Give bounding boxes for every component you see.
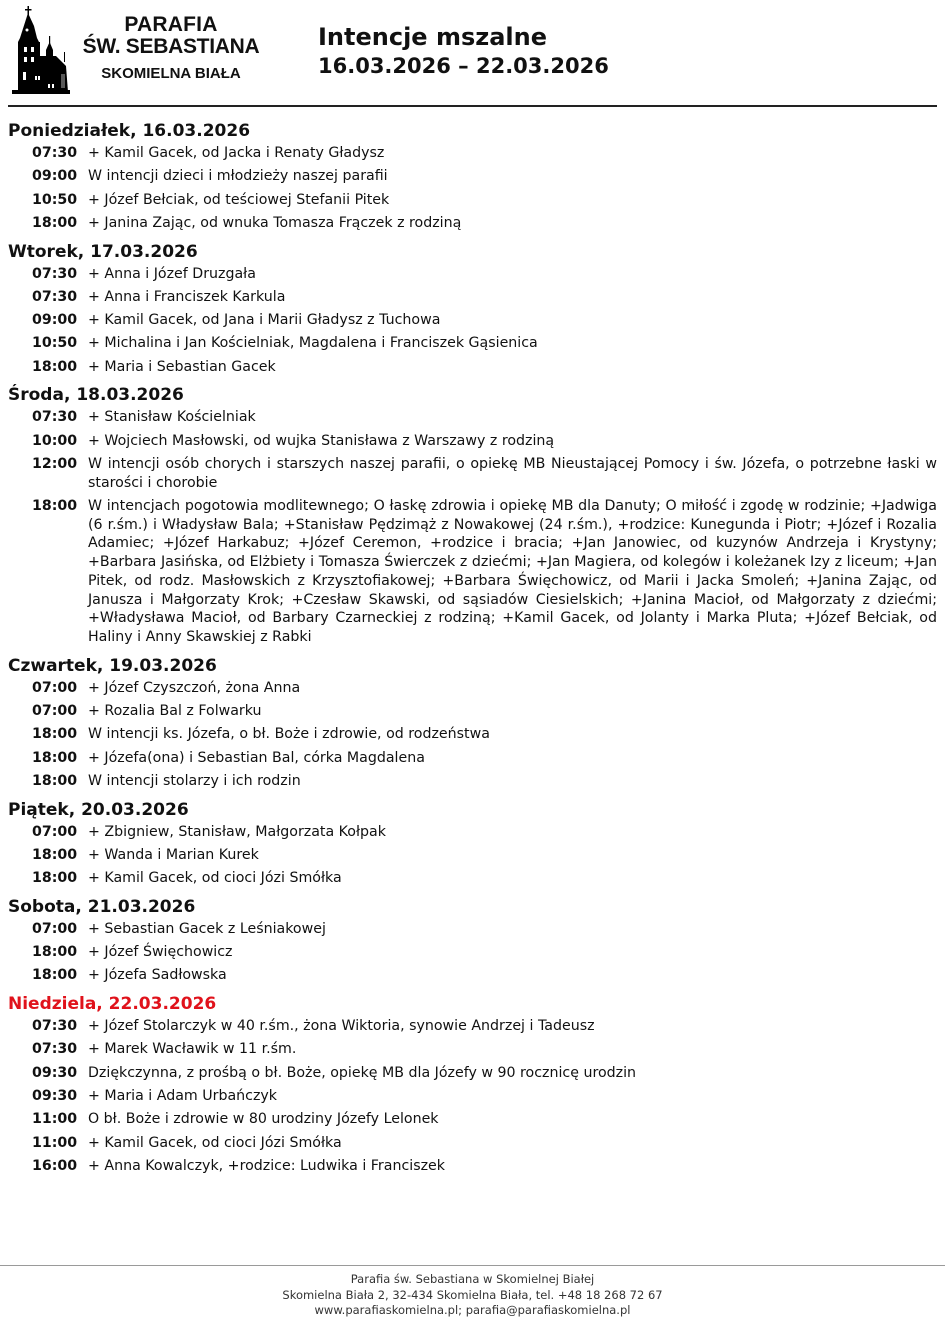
mass-time: 10:00 [32,432,78,449]
day-section [0,797,945,888]
intention-text: + Anna i Józef Druzgała [88,265,256,282]
intention-entry [0,265,945,284]
mass-time: 10:50 [32,191,78,208]
intention-entry [0,1134,945,1153]
intention-text: + Anna Kowalczyk, +rodzice: Ludwika i Franciszek [88,1157,445,1174]
mass-time: 07:30 [32,145,78,161]
intention-text: + Zbigniew, Stanisław, Małgorzata Kołpak [88,823,386,840]
intention-entry [0,846,945,865]
intention-text: W intencjach pogotowia modlitewnego; O łaskę zdrowia i opiekę MB dla Danuty; O miłość i zgodę w rodzinie; +Jadwiga (6 r.śm.) i Władysław Bala; +Stanisław Pędzimąż z Nowakowej (24 r.śm.), +rodzice: Kunegunda i Piotr; +Józef i Rozalia Adamiec; +Józef Harkabuz; +Józef Ceremon, +rodzice i bracia; +Jan Janowiec, od kuzynów Andrzeja i Krystyny; +Barbara Jasińska, od Elżbiety i Tomasza Świerczek z dziećmi; +Jan Magiera, od kolegów i koleżanek Izy z liceum; +Jan Pitek, od rodz. Masłowskich z Krzysztofiakowej; +Barbara Święchowicz, od Marii i Jacka Smoleń; +Janina Zając, od Janusza i Małgorzaty Krok; +Czesław Skawski, od sąsiadów Ciesielskich; +Janina Macioł, od Małgorzaty z dziećmi; +Władysława Macioł, od Barbary Czarneckiej z rodziną; +Kamil Gacek, od Jolanty i Marka Pluta; +Józef Bełciak, od Haliny i Anny Skawskiej z Rabki [88,498,937,645]
mass-time: 18:00 [32,726,78,743]
mass-time: 18:00 [32,749,78,766]
mass-time: 18:00 [32,772,78,789]
intention-text: + Wojciech Masłowski, od wujka Stanisława z Warszawy z rodziną [88,432,555,449]
mass-time: 07:00 [32,703,78,719]
intention-text: W intencji dzieci i młodzieży naszej parafii [88,168,388,185]
intention-entry [0,358,945,377]
intention-entry [0,144,945,163]
intention-entry [0,1110,945,1129]
intention-entry [0,497,945,647]
intention-text: + Janina Zając, od wnuka Tomasza Frączek z rodziną [88,214,462,231]
mass-time: 07:30 [32,1018,78,1035]
mass-time: 18:00 [32,944,78,961]
intention-entry [0,725,945,744]
mass-time: 09:00 [32,312,78,329]
page-footer [0,1272,945,1319]
mass-time: 11:00 [32,1111,78,1128]
mass-time: 18:00 [32,846,78,863]
intention-text: + Józefa(ona) i Sebastian Bal, córka Magdalena [88,749,425,766]
day-heading: Niedziela, 22.03.2026 [8,994,217,1015]
intention-entry [0,823,945,842]
intention-text: W intencji stolarzy i ich rodzin [88,772,301,789]
footer-contact: www.parafiaskomielna.pl; parafia@parafiaskomielna.pl [314,1303,631,1317]
intention-entry [0,288,945,307]
intention-entry [0,749,945,768]
day-heading: Sobota, 21.03.2026 [8,896,196,917]
mass-time: 09:00 [32,168,78,185]
date-range: 16.03.2026 – 22.03.2026 [318,54,609,78]
intention-text: + Anna i Franciszek Karkula [88,288,286,305]
parish-logo-text [76,14,266,84]
intention-text: + Stanisław Kościelniak [88,409,256,426]
intention-entry [0,214,945,233]
mass-time: 07:00 [32,920,78,937]
intention-text: W intencji ks. Józefa, o bł. Boże i zdrowie, od rodzeństwa [88,726,490,743]
footer-divider [0,1265,945,1266]
intention-text: W intencji osób chorych i starszych naszej parafii, o opiekę MB Nieustającej Pomocy i św. Józefa, o potrzebne łaski w starości i chorobie [88,456,937,491]
title-block [318,22,609,80]
intention-text: + Józef Czyszczoń, żona Anna [88,679,301,696]
day-heading: Środa, 18.03.2026 [8,385,184,406]
intention-text: + Kamil Gacek, od cioci Józi Smółka [88,870,342,887]
logo-line-saint: ŚW. SEBASTIANA [82,35,260,58]
intention-entry [0,679,945,698]
intention-entry [0,191,945,210]
mass-time: 07:30 [32,288,78,305]
intention-text: + Maria i Adam Urbańczyk [88,1088,278,1105]
mass-time: 09:30 [32,1064,78,1081]
intention-entry [0,1017,945,1036]
mass-time: 10:50 [32,335,78,352]
intention-entry [0,1157,945,1176]
mass-time: 18:00 [32,870,78,887]
intentions-list [0,118,945,1182]
intention-entry [0,1064,945,1083]
intention-text: + Józef Stolarczyk w 40 r.śm., żona Wiktoria, synowie Andrzej i Tadeusz [88,1018,595,1035]
logo-line-place: SKOMIELNA BIAŁA [101,65,241,82]
intention-entry [0,455,945,492]
intention-text: + Marek Wacławik w 11 r.śm. [88,1041,297,1058]
intention-text: + Sebastian Gacek z Leśniakowej [88,920,326,937]
intention-text: + Józefa Sadłowska [88,967,227,984]
day-section [0,653,945,791]
intention-text: O bł. Boże i zdrowie w 80 urodziny Józefy Lelonek [88,1111,439,1128]
day-heading: Wtorek, 17.03.2026 [8,241,198,262]
intention-entry [0,167,945,186]
mass-time: 18:00 [32,358,78,375]
intention-text: + Wanda i Marian Kurek [88,846,259,863]
intention-text: + Kamil Gacek, od Jana i Marii Gładysz z Tuchowa [88,312,441,329]
mass-time: 18:00 [32,498,78,515]
mass-time: 07:00 [32,679,78,696]
footer-parish-name: Parafia św. Sebastiana w Skomielnej Białej [350,1272,595,1286]
mass-time: 07:30 [32,409,78,426]
intention-text: + Józef Święchowicz [88,944,233,961]
intention-entry [0,1087,945,1106]
church-icon [8,4,74,96]
intention-text: + Maria i Sebastian Gacek [88,358,276,375]
intention-entry [0,1040,945,1059]
mass-time: 11:00 [32,1134,78,1151]
mass-time: 07:30 [32,1041,78,1058]
day-section [0,382,945,646]
day-heading: Poniedziałek, 16.03.2026 [8,121,251,141]
day-section [0,894,945,985]
logo-line-parafia: PARAFIA [124,13,218,36]
mass-time: 12:00 [32,456,78,473]
intention-text: + Józef Bełciak, od teściowej Stefanii Pitek [88,191,390,208]
intention-entry [0,869,945,888]
intention-entry [0,311,945,330]
mass-time: 18:00 [32,967,78,984]
mass-time: 18:00 [32,214,78,231]
intention-entry [0,966,945,985]
intention-entry [0,943,945,962]
mass-time: 09:30 [32,1088,78,1105]
mass-time: 16:00 [32,1157,78,1174]
day-heading: Czwartek, 19.03.2026 [8,655,217,676]
day-heading: Piątek, 20.03.2026 [8,799,189,820]
day-section [0,239,945,377]
intention-entry [0,702,945,721]
mass-time: 07:00 [32,823,78,840]
header-divider [8,105,937,107]
intention-text: + Kamil Gacek, od cioci Józi Smółka [88,1134,342,1151]
page-header [0,0,945,108]
mass-time: 07:30 [32,265,78,282]
page-title: Intencje mszalne [318,23,547,51]
intention-text: Dziękczynna, z prośbą o bł. Boże, opiekę MB dla Józefy w 90 rocznicę urodzin [88,1064,637,1081]
intention-text: + Kamil Gacek, od Jacka i Renaty Gładysz [88,145,385,161]
intention-entry [0,432,945,451]
intention-text: + Rozalia Bal z Folwarku [88,703,262,719]
day-section [0,118,945,233]
intention-entry [0,772,945,791]
intention-text: + Michalina i Jan Kościelniak, Magdalena i Franciszek Gąsienica [88,335,538,352]
day-section [0,991,945,1175]
intention-entry [0,408,945,427]
intention-entry [0,334,945,353]
footer-address: Skomielna Biała 2, 32-434 Skomielna Biała, tel. +48 18 268 72 67 [282,1287,663,1302]
intention-entry [0,920,945,939]
